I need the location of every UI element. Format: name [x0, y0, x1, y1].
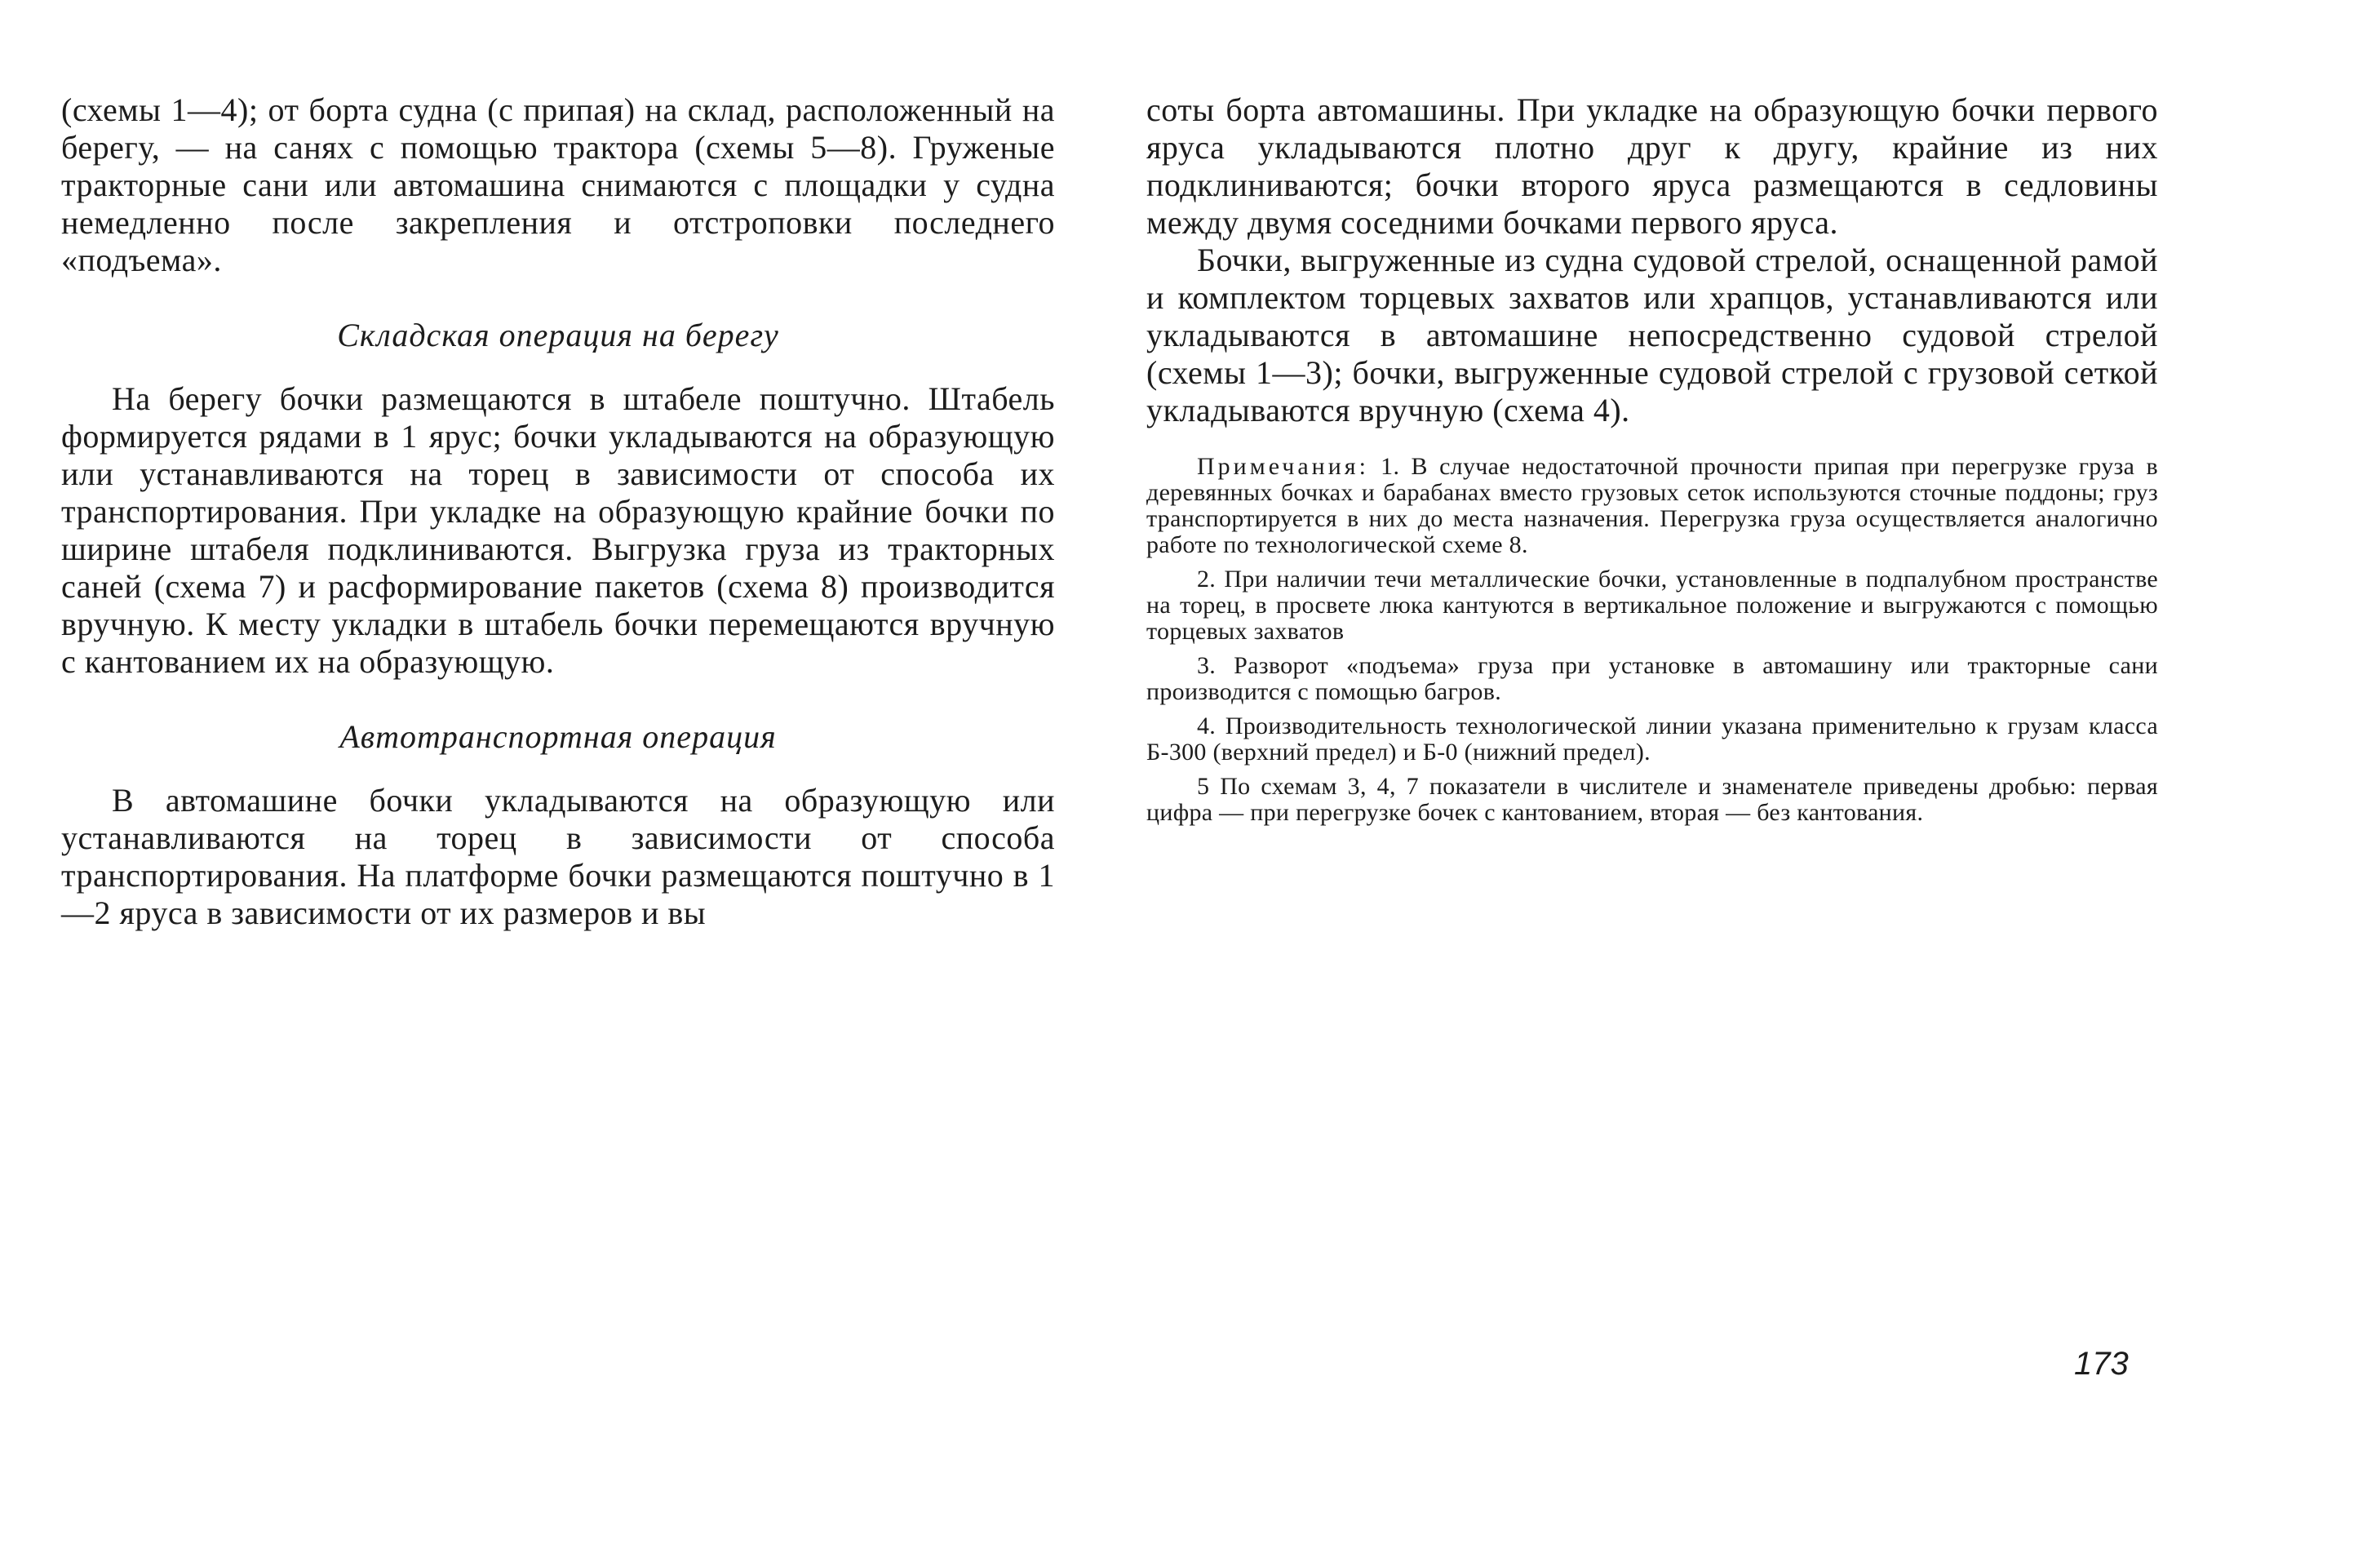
right-paragraph-2: Бочки, выгруженные из судна судовой стрелой, оснащенной рамой и комплектом торцевых захватов или храпцов, устанавливаются или укладываются в автомашине непосредственно судовой стрелой (схемы 1—3); бочки, выгруженные судовой стрелой с грузовой сеткой укладываются вручную (схема 4). — [1146, 242, 2158, 428]
section-heading-warehouse: Складская операция на берегу — [337, 317, 779, 353]
section-heading-auto-transport: Автотранспортная операция — [339, 718, 777, 755]
note-5: 5 По схемам 3, 4, 7 показатели в числителе и знаменателе приведены дробью: первая цифра — при перегрузке бочек с кантованием, вторая — без кантования. — [1146, 773, 2158, 826]
page-number: 173 — [2074, 1346, 2129, 1382]
right-column — [1146, 91, 2158, 834]
notes-title: Примечания: — [1197, 453, 1369, 480]
note-3: 3. Разворот «подъема» груза при установке в автомашину или тракторные сани производится с помощью багров. — [1146, 652, 2158, 705]
notes-block — [1146, 454, 2158, 826]
left-paragraph-2: На берегу бочки размещаются в штабеле поштучно. Штабель формируется рядами в 1 ярус; бочки укладываются на образующую или устанавливаются на торец в зависимости от способа их транспортирования. При укладке на образующую крайние бочки по ширине штабеля подклиниваются. Выгрузка груза из тракторных саней (схема 7) и расформирование пакетов (схема 8) производится вручную. К месту укладки в штабель бочки перемещаются вручную с кантованием их на образующую. — [61, 380, 1055, 680]
left-paragraph-1: (схемы 1—4); от борта судна (с припая) на склад, расположенный на берегу, — на санях с помощью трактора (схемы 5—8). Груженые тракторные сани или автомашина снимаются с площадки у судна немедленно после закрепления и отстроповки последнего «подъема». — [61, 91, 1055, 278]
note-1 — [1146, 454, 2158, 558]
note-2: 2. При наличии течи металлические бочки, установленные в подпалубном пространстве на торец, в просвете люка кантуются в вертикальное положение и выгружаются с помощью торцевых захватов — [1146, 566, 2158, 645]
note-1-text: 1. В случае недостаточной прочности припая при перегрузке груза в деревянных бочках и барабанах вместо грузовых сеток используются сточные поддоны; груз транспортируется в них до места назначения. Перегрузка груза осуществляется аналогично работе по технологической схеме 8. — [1146, 453, 2158, 558]
left-paragraph-3: В автомашине бочки укладываются на образующую или устанавливаются на торец в зависимости от способа транспортирования. На платформе бочки размещаются поштучно в 1—2 яруса в зависимости от их размеров и вы — [61, 782, 1055, 931]
right-paragraph-1: соты борта автомашины. При укладке на образующую бочки первого яруса укладываются плотно друг к другу, крайние из них подклиниваются; бочки второго яруса размещаются в седловины между двумя соседними бочками первого яруса. — [1146, 91, 2158, 241]
note-4: 4. Производительность технологической линии указана применительно к грузам класса Б-300 (верхний предел) и Б-0 (нижний предел). — [1146, 712, 2158, 766]
left-column — [61, 91, 1055, 932]
